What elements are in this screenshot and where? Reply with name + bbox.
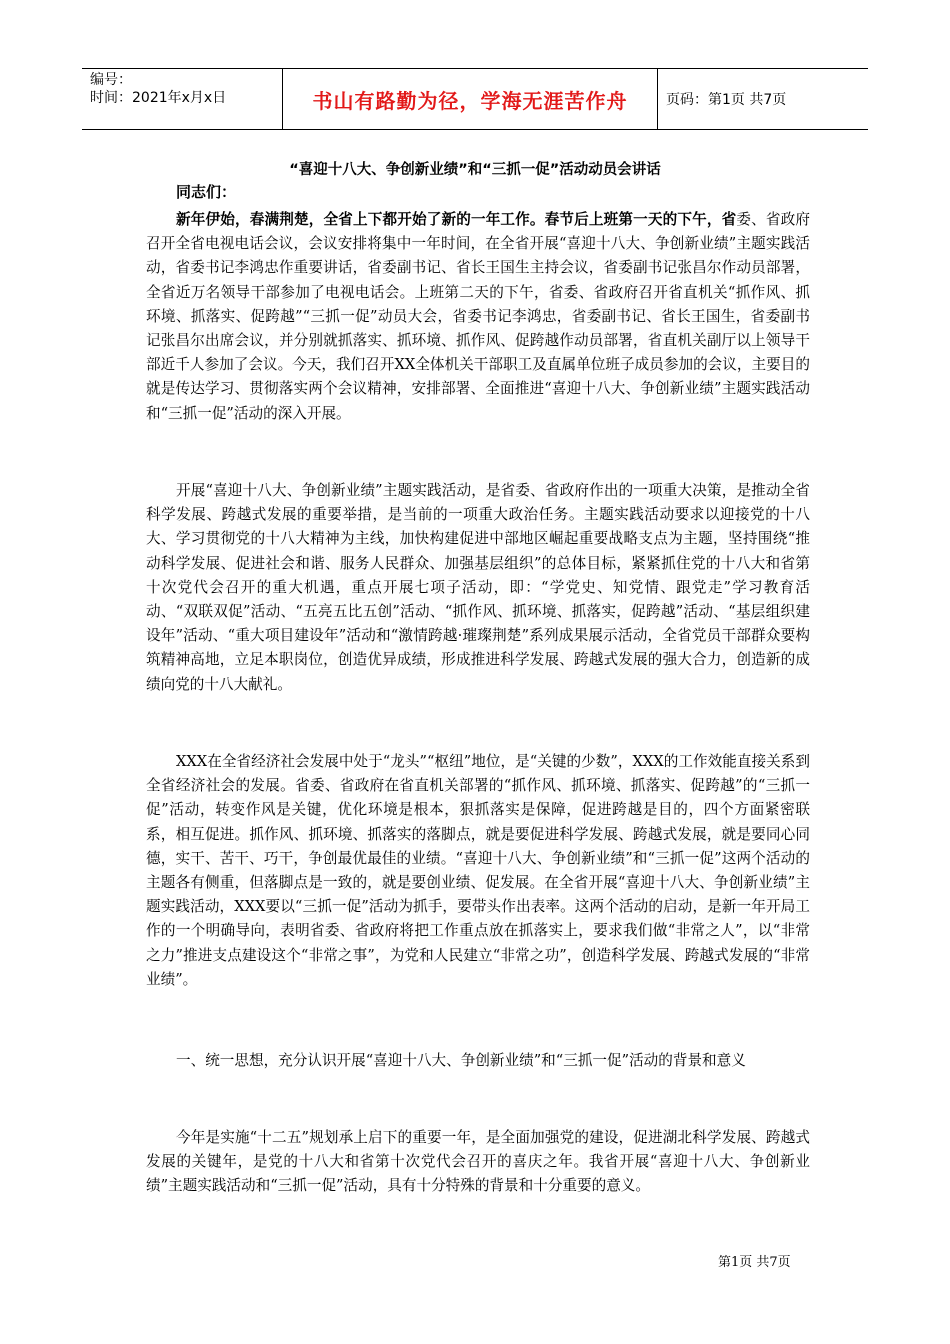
date-line: 时间：2021年x月x日 bbox=[90, 90, 227, 106]
paragraph-1 bbox=[146, 208, 810, 426]
motto-text: 书山有路勤为径，学海无涯苦作舟 bbox=[312, 88, 628, 113]
paragraph-5: 今年是实施“十二五”规划承上启下的重要一年，是全面加强党的建设，促进湖北科学发展、跨越式发展的关键年，是党的十八大和省第十次党代会召开的喜庆之年。我省开展“喜迎十八大、争创新业绩”主题实践活动和“三抓一促”活动，具有十分特殊的背景和十分重要的意义。 bbox=[146, 1129, 810, 1195]
header-meta bbox=[90, 71, 226, 107]
number-label: 编号： bbox=[90, 72, 132, 88]
page-code-cell bbox=[666, 69, 786, 129]
page-code: 页码：第1页 共7页 bbox=[666, 92, 787, 108]
section-heading-1: 一、统一思想，充分认识开展“喜迎十八大、争创新业绩”和“三抓一促”活动的背景和意义 bbox=[176, 1052, 746, 1069]
paragraph-1-body: 委、省政府召开全省电视电话会议，会议安排将集中一年时间，在全省开展“喜迎十八大、争创新业绩”主题实践活动，省委书记李鸿忠作重要讲话，省委副书记、省长王国生主持会议，省委副书记张昌尔作动员部署，全省近万名领导干部参加了电视电话会。上班第二天的下午，省委、省政府召开省直机关“抓作风、抓环境、抓落实、促跨越”“三抓一促”动员大会，省委书记李鸿忠，省委副书记、省长王国生，省委副书记张昌尔出席会议，并分别就抓落实、抓环境、抓作风、促跨越作动员部署，省直机关副厅以上领导干部近千人参加了会议。今天，我们召开XX全体机关干部职工及直属单位班子成员参加的会议，主要目的就是传达学习、贯彻落实两个会议精神，安排部署、全面推进“喜迎十八大、争创新业绩”主题实践活动和“三抓一促”活动的深入开展。 bbox=[146, 211, 810, 422]
motto-cell bbox=[282, 69, 658, 129]
page-header bbox=[82, 68, 868, 130]
paragraph-2: 开展“喜迎十八大、争创新业绩”主题实践活动，是省委、省政府作出的一项重大决策，是推动全省科学发展、跨越式发展的重要举措，是当前的一项重大政治任务。主题实践活动要求以迎接党的十八大、学习贯彻党的十八大精神为主线，加快构建促进中部地区崛起重要战略支点为主题，坚持围绕“推动科学发展、促进社会和谐、服务人民群众、加强基层组织”的总体目标，紧紧抓住党的十八大和省第十次党代会召开的重大机遇，重点开展七项子活动，即：“学党史、知党情、跟党走”学习教育活动、“双联双促”活动、“五亮五比五创”活动、“抓作风、抓环境、抓落实，促跨越”活动、“基层组织建设年”活动、“重大项目建设年”活动和“激情跨越·璀璨荆楚”系列成果展示活动，全省党员干部群众要构筑精神高地，立足本职岗位，创造优异成绩，形成推进科学发展、跨越式发展的强大合力，创造新的成绩向党的十八大献礼。 bbox=[146, 482, 810, 693]
paragraph-3: XXX在全省经济社会发展中处于“龙头”“枢纽”地位，是“关键的少数”，XXX的工作效能直接关系到全省经济社会的发展。省委、省政府在省直机关部署的“抓作风、抓环境、抓落实、促跨越”的“三抓一促”活动，转变作风是关键，优化环境是根本，狠抓落实是保障，促进跨越是目的，四个方面紧密联系，相互促进。抓作风、抓环境、抓落实的落脚点，就是要促进科学发展、跨越式发展，就是要同心同德，实干、苦干、巧干，争创最优最佳的业绩。“喜迎十八大、争创新业绩”和“三抓一促”这两个活动的主题各有侧重，但落脚点是一致的，就是要创业绩、促发展。在全省开展“喜迎十八大、争创新业绩”主题实践活动，XXX要以“三抓一促”活动为抓手，要带头作出表率。这两个活动的启动，是新一年开局工作的一个明确导向，表明省委、省政府将把工作重点放在抓落实上，要求我们做“非常之人”，以“非常之力”推进支点建设这个“非常之事”，为党和人民建立“非常之功”，创造科学发展、跨越式发展的“非常业绩”。 bbox=[146, 753, 810, 988]
page-footer: 第1页 共7页 bbox=[718, 1255, 791, 1270]
document-title: “喜迎十八大、争创新业绩”和“三抓一促”活动动员会讲话 bbox=[289, 162, 661, 178]
salutation: 同志们： bbox=[176, 183, 237, 201]
paragraph-1-lead: 新年伊始，春满荆楚，全省上下都开始了新的一年工作。春节后上班第一天的下午，省 bbox=[176, 211, 737, 228]
